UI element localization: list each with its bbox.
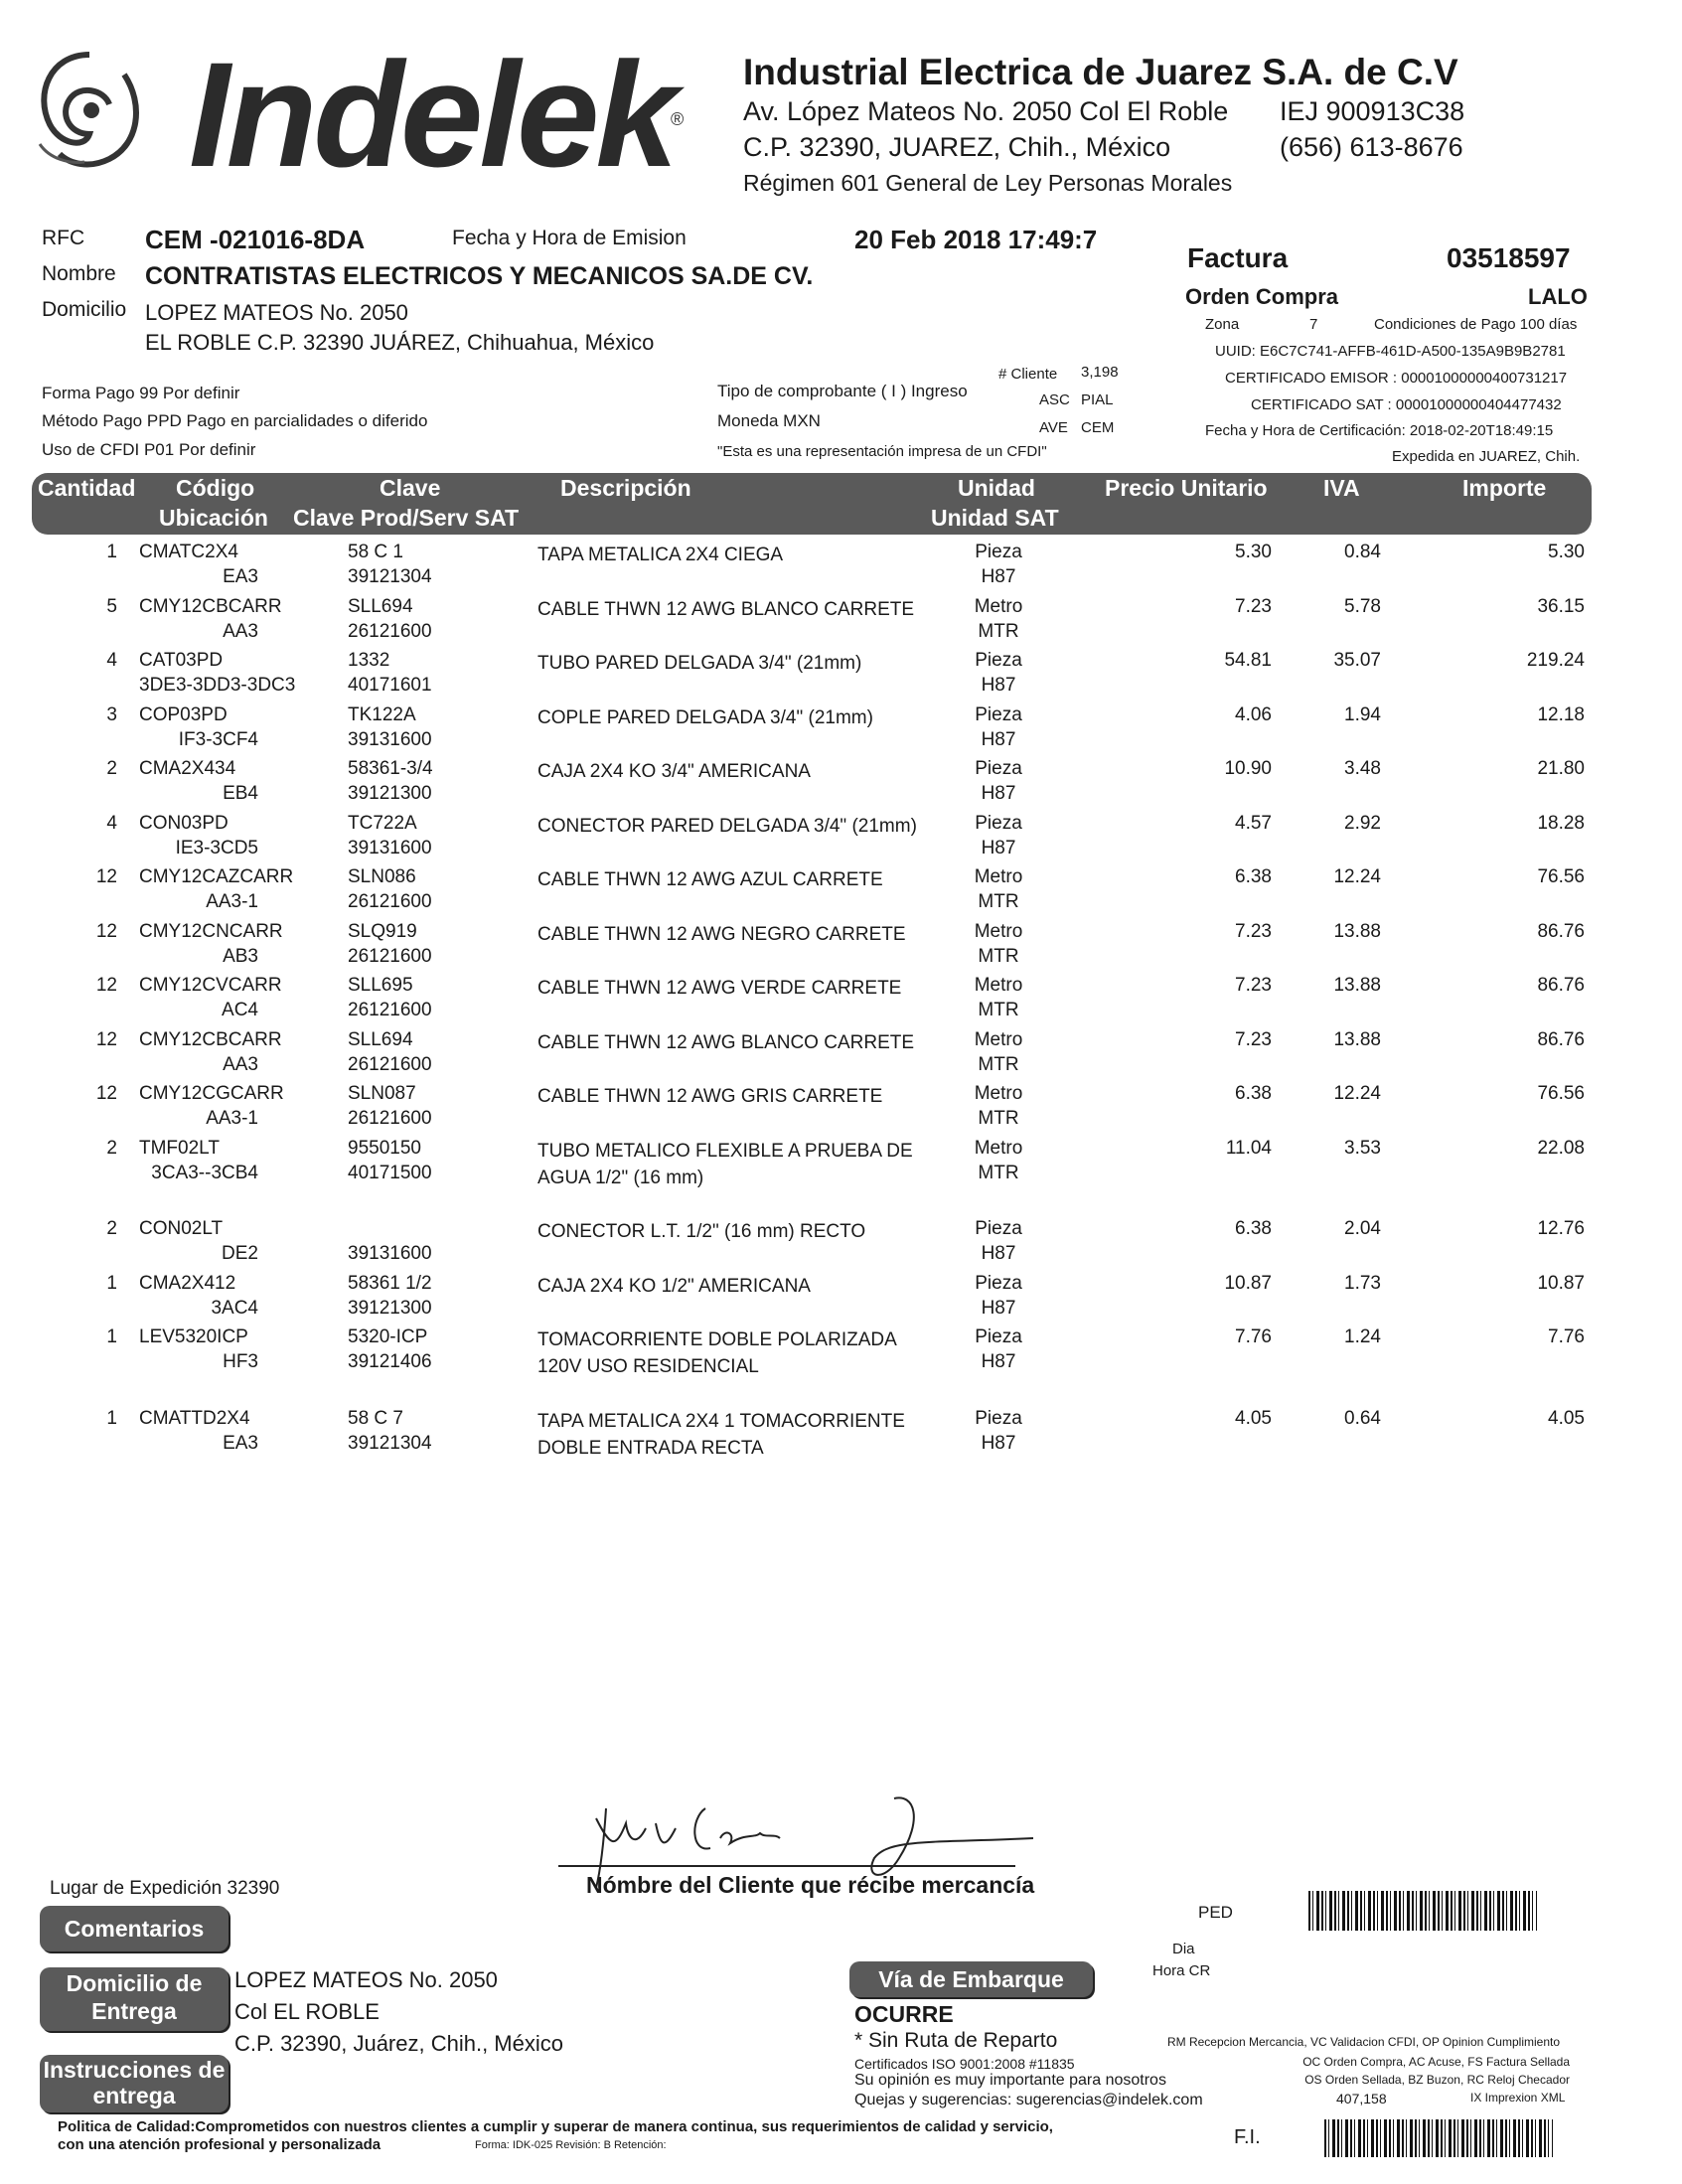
- item-importe: 4.05: [1548, 1408, 1585, 1429]
- item-unit-sat: H87: [981, 1351, 1016, 1372]
- item-unit-price: 10.87: [1224, 1273, 1272, 1294]
- item-quantity: 4: [106, 650, 117, 671]
- via-embarque-label: Vía de Embarque: [849, 1961, 1093, 1997]
- item-unit-sat: H87: [981, 1298, 1016, 1319]
- company-name: Industrial Electrica de Juarez S.A. de C.V: [743, 52, 1458, 92]
- item-description: CONECTOR L.T. 1/2" (16 mm) RECTO: [537, 1221, 866, 1242]
- item-unit-sat: MTR: [978, 891, 1019, 912]
- item-clave-sat: 39121300: [348, 783, 432, 804]
- table-row: [0, 866, 1682, 920]
- forma-pago: Forma Pago 99 Por definir: [42, 384, 240, 402]
- item-code: CMATTD2X4: [139, 1408, 250, 1429]
- table-row: [0, 975, 1682, 1028]
- company-address1: Av. López Mateos No. 2050 Col El Roble: [743, 96, 1229, 126]
- item-quantity: 2: [106, 758, 117, 779]
- item-importe: 7.76: [1548, 1326, 1585, 1347]
- customer-domicilio1: LOPEZ MATEOS No. 2050: [145, 300, 408, 325]
- item-iva: 0.64: [1344, 1408, 1381, 1429]
- item-unit-sat: H87: [981, 838, 1016, 858]
- item-importe: 22.08: [1537, 1138, 1585, 1159]
- item-unit-sat: MTR: [978, 1108, 1019, 1129]
- lugar-expedicion: Lugar de Expedición 32390: [50, 1878, 280, 1899]
- item-clave: TC722A: [348, 813, 417, 834]
- item-description: CONECTOR PARED DELGADA 3/4" (21mm): [537, 816, 917, 837]
- item-code: CMA2X434: [139, 758, 236, 779]
- item-location: 3DE3-3DD3-3DC3: [139, 675, 296, 696]
- item-unit-price: 6.38: [1235, 1218, 1272, 1239]
- item-unit-sat: H87: [981, 1433, 1016, 1454]
- item-location: EA3: [223, 1433, 258, 1454]
- condiciones-pago: Condiciones de Pago 100 días: [1374, 316, 1578, 333]
- item-unit-price: 4.06: [1235, 704, 1272, 725]
- item-code: CMA2X412: [139, 1273, 236, 1294]
- col-precio: Precio Unitario: [1105, 475, 1268, 501]
- item-quantity: 12: [95, 866, 117, 887]
- representacion-cfdi: "Esta es una representación impresa de un CFDI": [717, 443, 1047, 460]
- item-iva: 1.73: [1344, 1273, 1381, 1294]
- item-clave: TK122A: [348, 704, 416, 725]
- item-quantity: 2: [106, 1218, 117, 1239]
- item-unit-sat: H87: [981, 729, 1016, 750]
- item-unit: Pieza: [975, 1273, 1022, 1294]
- rfc-label: RFC: [42, 227, 85, 249]
- item-importe: 76.56: [1537, 866, 1585, 887]
- item-importe: 86.76: [1537, 975, 1585, 996]
- item-importe: 12.76: [1537, 1218, 1585, 1239]
- item-unit: Pieza: [975, 1326, 1022, 1347]
- item-unit-sat: H87: [981, 783, 1016, 804]
- item-description: TUBO METALICO FLEXIBLE A PRUEBA DE: [537, 1141, 913, 1162]
- col-clave-sat: Clave Prod/Serv SAT: [293, 505, 520, 531]
- item-code: TMF02LT: [139, 1138, 220, 1159]
- item-code: CMY12CGCARR: [139, 1083, 284, 1104]
- legend-line3: OS Orden Sellada, BZ Buzon, RC Reloj Checador: [1304, 2073, 1570, 2087]
- col-iva: IVA: [1323, 475, 1360, 501]
- col-clave: Clave: [380, 475, 441, 501]
- fecha-emision: 20 Feb 2018 17:49:7: [854, 225, 1098, 254]
- item-unit-sat: MTR: [978, 946, 1019, 967]
- item-code: CMY12CVCARR: [139, 975, 282, 996]
- item-description-2: 120V USO RESIDENCIAL: [537, 1356, 759, 1377]
- quejas-text: Quejas y sugerencias: sugerencias@indelek.com: [854, 2092, 1203, 2108]
- col-unidad-sat: Unidad SAT: [931, 505, 1059, 531]
- item-importe: 86.76: [1537, 1029, 1585, 1050]
- item-clave: 58361 1/2: [348, 1273, 432, 1294]
- item-clave-sat: 39121300: [348, 1298, 432, 1319]
- item-iva: 2.04: [1344, 1218, 1381, 1239]
- item-clave: 1332: [348, 650, 390, 671]
- item-clave-sat: 39121304: [348, 566, 432, 587]
- barcode-top: [1308, 1891, 1537, 1931]
- zona-value: 7: [1309, 316, 1318, 333]
- item-quantity: 2: [106, 1138, 117, 1159]
- metodo-pago: Método Pago PPD Pago en parcialidades o diferido: [42, 411, 428, 430]
- item-clave-sat: 26121600: [348, 1000, 432, 1020]
- table-row: [0, 542, 1682, 595]
- item-unit-sat: MTR: [978, 1000, 1019, 1020]
- item-unit: Pieza: [975, 650, 1022, 671]
- barcode-bottom: [1324, 2119, 1553, 2157]
- item-unit-price: 7.23: [1235, 975, 1272, 996]
- table-row: [0, 921, 1682, 975]
- table-row: [0, 758, 1682, 812]
- item-iva: 13.88: [1333, 1029, 1381, 1050]
- item-clave-sat: 40171601: [348, 675, 432, 696]
- table-row: [0, 650, 1682, 703]
- item-location: HF3: [223, 1351, 258, 1372]
- item-code: CMY12CBCARR: [139, 596, 282, 617]
- impresion-xml: IX Imprexion XML: [1470, 2091, 1566, 2105]
- entrega-line1: LOPEZ MATEOS No. 2050: [234, 1967, 498, 1992]
- item-unit-price: 10.90: [1224, 758, 1272, 779]
- item-clave: 58 C 7: [348, 1408, 403, 1429]
- factura-number: 03518597: [1447, 242, 1571, 273]
- instrucciones-label: Instrucciones de entrega: [40, 2055, 229, 2112]
- uso-cfdi: Uso de CFDI P01 Por definir: [42, 440, 256, 459]
- iso-certificado: Certificados ISO 9001:2008 #11835: [854, 2056, 1075, 2072]
- item-importe: 12.18: [1537, 704, 1585, 725]
- item-quantity: 1: [106, 542, 117, 562]
- item-clave-sat: 39131600: [348, 1243, 432, 1264]
- item-code: CON03PD: [139, 813, 229, 834]
- item-description: CABLE THWN 12 AWG AZUL CARRETE: [537, 869, 883, 890]
- item-clave: SLL695: [348, 975, 413, 996]
- item-unit-price: 11.04: [1225, 1138, 1272, 1159]
- item-unit-sat: MTR: [978, 1054, 1019, 1075]
- item-quantity: 12: [95, 1083, 117, 1104]
- item-iva: 1.24: [1344, 1326, 1381, 1347]
- item-description: CAJA 2X4 KO 1/2" AMERICANA: [537, 1276, 811, 1297]
- item-iva: 12.24: [1333, 1083, 1381, 1104]
- forma-revision: Forma: IDK-025 Revisión: B Retención:: [475, 2139, 667, 2151]
- item-unit-price: 7.76: [1235, 1326, 1272, 1347]
- item-importe: 86.76: [1537, 921, 1585, 942]
- item-clave-sat: 40171500: [348, 1163, 432, 1183]
- item-location: 3AC4: [211, 1298, 258, 1319]
- fi-label: F.I.: [1234, 2126, 1261, 2148]
- customer-rfc: CEM -021016-8DA: [145, 225, 366, 254]
- orden-value: LALO: [1528, 284, 1588, 309]
- ave-value: CEM: [1081, 419, 1115, 436]
- item-unit: Pieza: [975, 704, 1022, 725]
- dia-label: Dia: [1172, 1941, 1195, 1957]
- item-quantity: 3: [106, 704, 117, 725]
- item-iva: 2.92: [1344, 813, 1381, 834]
- item-description: CABLE THWN 12 AWG BLANCO CARRETE: [537, 599, 915, 620]
- table-row: [0, 1138, 1682, 1191]
- factura-label: Factura: [1187, 242, 1289, 273]
- item-code: CMY12CNCARR: [139, 921, 283, 942]
- item-code: CAT03PD: [139, 650, 224, 671]
- item-unit-price: 5.30: [1235, 542, 1272, 562]
- item-clave: SLQ919: [348, 921, 417, 942]
- item-unit-sat: H87: [981, 566, 1016, 587]
- item-description: CABLE THWN 12 AWG BLANCO CARRETE: [537, 1032, 915, 1053]
- table-row: [0, 813, 1682, 866]
- item-code: CMY12CBCARR: [139, 1029, 282, 1050]
- item-importe: 219.24: [1526, 650, 1585, 671]
- table-row: [0, 1218, 1682, 1272]
- item-location: AC4: [222, 1000, 258, 1020]
- company-regimen: Régimen 601 General de Ley Personas Morales: [743, 170, 1233, 196]
- item-location: AA3-1: [206, 891, 258, 912]
- item-description: TUBO PARED DELGADA 3/4" (21mm): [537, 653, 862, 674]
- politica-line1: Politica de Calidad:Comprometidos con nuestros clientes a cumplir y superar de manera continua, sus requerimientos de calidad y servicio,: [58, 2118, 1053, 2135]
- politica-line2: con una atención profesional y personalizada: [58, 2136, 382, 2153]
- item-unit-sat: MTR: [978, 1163, 1019, 1183]
- item-description: TAPA METALICA 2X4 CIEGA: [537, 545, 784, 565]
- item-unit: Metro: [974, 1029, 1023, 1050]
- item-unit: Metro: [974, 596, 1023, 617]
- registered-mark: ®: [671, 109, 685, 129]
- signature-caption: Nómbre del Cliente que récibe mercancía: [586, 1872, 1035, 1898]
- item-iva: 3.53: [1344, 1138, 1381, 1159]
- item-location: 3CA3--3CB4: [151, 1163, 258, 1183]
- item-code: CMY12CAZCARR: [139, 866, 294, 887]
- item-description: CABLE THWN 12 AWG GRIS CARRETE: [537, 1086, 883, 1107]
- item-description: CABLE THWN 12 AWG VERDE CARRETE: [537, 978, 902, 999]
- item-unit: Pieza: [975, 1218, 1022, 1239]
- item-iva: 35.07: [1333, 650, 1381, 671]
- item-clave: SLL694: [348, 596, 413, 617]
- item-quantity: 4: [106, 813, 117, 834]
- item-unit: Metro: [974, 921, 1023, 942]
- item-description: CAJA 2X4 KO 3/4" AMERICANA: [537, 761, 811, 782]
- item-quantity: 1: [106, 1273, 117, 1294]
- col-cantidad: Cantidad: [38, 475, 136, 501]
- cliente-label: # Cliente: [998, 366, 1058, 383]
- item-iva: 0.84: [1344, 542, 1381, 562]
- item-importe: 36.15: [1537, 596, 1585, 617]
- item-clave: SLL694: [348, 1029, 413, 1050]
- item-quantity: 5: [106, 596, 117, 617]
- item-importe: 21.80: [1537, 758, 1585, 779]
- item-unit: Pieza: [975, 758, 1022, 779]
- item-location: IE3-3CD5: [175, 838, 258, 858]
- table-row: [0, 596, 1682, 650]
- item-quantity: 12: [95, 1029, 117, 1050]
- fecha-certificacion: Fecha y Hora de Certificación: 2018-02-20T18:49:15: [1205, 422, 1554, 439]
- orden-label: Orden Compra: [1185, 284, 1339, 309]
- item-location: AA3-1: [206, 1108, 258, 1129]
- col-unidad: Unidad: [958, 475, 1035, 501]
- zona-label: Zona: [1205, 316, 1240, 333]
- item-unit-sat: H87: [981, 675, 1016, 696]
- item-clave: 58 C 1: [348, 542, 403, 562]
- company-phone: (656) 613-8676: [1280, 132, 1463, 162]
- asc-label: ASC: [1039, 391, 1070, 408]
- item-location: AB3: [223, 946, 258, 967]
- signature-line: [558, 1865, 1015, 1867]
- company-address2: C.P. 32390, JUAREZ, Chih., México: [743, 132, 1171, 162]
- item-clave: 9550150: [348, 1138, 421, 1159]
- document-number: 407,158: [1336, 2091, 1387, 2106]
- item-unit-price: 4.57: [1235, 813, 1272, 834]
- uuid: UUID: E6C7C741-AFFB-461D-A500-135A9B9B2781: [1215, 343, 1566, 360]
- item-unit: Pieza: [975, 813, 1022, 834]
- item-description: CABLE THWN 12 AWG NEGRO CARRETE: [537, 924, 906, 945]
- item-unit: Pieza: [975, 1408, 1022, 1429]
- item-iva: 13.88: [1333, 975, 1381, 996]
- indelek-logo: Indelek: [189, 31, 675, 198]
- cert-emisor: CERTIFICADO EMISOR : 00001000000400731217: [1225, 370, 1568, 387]
- ruta-reparto: * Sin Ruta de Reparto: [854, 2029, 1058, 2052]
- item-unit: Metro: [974, 975, 1023, 996]
- item-unit: Metro: [974, 1083, 1023, 1104]
- item-code: LEV5320ICP: [139, 1326, 248, 1347]
- item-clave-sat: 39121304: [348, 1433, 432, 1454]
- company-info: [743, 52, 1657, 201]
- item-location: AA3: [223, 1054, 258, 1075]
- item-unit: Metro: [974, 866, 1023, 887]
- item-quantity: 1: [106, 1326, 117, 1347]
- legend-line2: OC Orden Compra, AC Acuse, FS Factura Sellada: [1302, 2055, 1570, 2069]
- col-importe: Importe: [1462, 475, 1547, 501]
- item-unit-sat: H87: [981, 1243, 1016, 1264]
- cliente-number: 3,198: [1081, 364, 1119, 381]
- item-location: IF3-3CF4: [178, 729, 258, 750]
- domicilio-label: Domicilio: [42, 298, 127, 321]
- item-description-2: DOBLE ENTRADA RECTA: [537, 1438, 764, 1459]
- nombre-label: Nombre: [42, 262, 116, 285]
- item-clave-sat: 26121600: [348, 621, 432, 642]
- item-clave: SLN087: [348, 1083, 416, 1104]
- item-description-2: AGUA 1/2" (16 mm): [537, 1168, 704, 1188]
- tipo-comprobante: Tipo de comprobante ( I ) Ingreso: [717, 382, 968, 400]
- item-unit-price: 7.23: [1235, 1029, 1272, 1050]
- ped-label: PED: [1198, 1903, 1233, 1922]
- item-location: AA3: [223, 621, 258, 642]
- domicilio-entrega-label: Domicilio de Entrega: [40, 1967, 229, 2031]
- col-codigo: Código: [176, 475, 255, 501]
- fecha-label: Fecha y Hora de Emision: [452, 227, 687, 249]
- item-description: TOMACORRIENTE DOBLE POLARIZADA: [537, 1329, 897, 1350]
- indelek-swirl-logo-icon: [30, 45, 149, 174]
- item-quantity: 12: [95, 975, 117, 996]
- cert-sat: CERTIFICADO SAT : 00001000000404477432: [1251, 396, 1562, 413]
- item-clave-sat: 26121600: [348, 1108, 432, 1129]
- item-unit-sat: MTR: [978, 621, 1019, 642]
- item-iva: 13.88: [1333, 921, 1381, 942]
- table-row: [0, 1408, 1682, 1462]
- item-importe: 10.87: [1537, 1273, 1585, 1294]
- item-clave: 5320-ICP: [348, 1326, 428, 1347]
- entrega-line2: Col EL ROBLE: [234, 1999, 380, 2024]
- item-iva: 5.78: [1344, 596, 1381, 617]
- via-embarque: OCURRE: [854, 2001, 954, 2027]
- moneda: Moneda MXN: [717, 411, 821, 430]
- item-iva: 1.94: [1344, 704, 1381, 725]
- item-clave: SLN086: [348, 866, 416, 887]
- items-table-header: [32, 473, 1592, 535]
- item-description: TAPA METALICA 2X4 1 TOMACORRIENTE: [537, 1411, 905, 1432]
- item-unit-price: 6.38: [1235, 866, 1272, 887]
- item-location: DE2: [222, 1243, 258, 1264]
- item-iva: 3.48: [1344, 758, 1381, 779]
- item-quantity: 1: [106, 1408, 117, 1429]
- table-row: [0, 704, 1682, 758]
- customer-domicilio2: EL ROBLE C.P. 32390 JUÁREZ, Chihuahua, México: [145, 330, 655, 355]
- opinion-text: Su opinión es muy importante para nosotros: [854, 2072, 1166, 2089]
- ave-label: AVE: [1039, 419, 1068, 436]
- table-row: [0, 1029, 1682, 1083]
- item-importe: 5.30: [1548, 542, 1585, 562]
- item-iva: 12.24: [1333, 866, 1381, 887]
- item-quantity: 12: [95, 921, 117, 942]
- item-unit-price: 54.81: [1224, 650, 1272, 671]
- table-row: [0, 1083, 1682, 1137]
- item-unit: Metro: [974, 1138, 1023, 1159]
- item-code: CON02LT: [139, 1218, 224, 1239]
- company-rfc: IEJ 900913C38: [1280, 96, 1465, 126]
- item-unit-price: 6.38: [1235, 1083, 1272, 1104]
- col-ubicacion: Ubicación: [159, 505, 268, 531]
- item-clave: 58361-3/4: [348, 758, 433, 779]
- item-importe: 18.28: [1537, 813, 1585, 834]
- item-unit-price: 7.23: [1235, 921, 1272, 942]
- item-clave-sat: 39131600: [348, 729, 432, 750]
- table-row: [0, 1326, 1682, 1380]
- item-location: EB4: [223, 783, 258, 804]
- hora-label: Hora CR: [1152, 1962, 1211, 1979]
- item-clave-sat: 26121600: [348, 891, 432, 912]
- item-location: EA3: [223, 566, 258, 587]
- item-unit: Pieza: [975, 542, 1022, 562]
- item-clave-sat: 26121600: [348, 946, 432, 967]
- item-clave-sat: 39121406: [348, 1351, 432, 1372]
- item-code: COP03PD: [139, 704, 228, 725]
- entrega-line3: C.P. 32390, Juárez, Chih., México: [234, 2031, 563, 2056]
- table-row: [0, 1273, 1682, 1326]
- comentarios-label: Comentarios: [40, 1906, 229, 1951]
- customer-nombre: CONTRATISTAS ELECTRICOS Y MECANICOS SA.DE CV.: [145, 262, 814, 290]
- item-unit-price: 7.23: [1235, 596, 1272, 617]
- item-importe: 76.56: [1537, 1083, 1585, 1104]
- legend-line1: RM Recepcion Mercancia, VC Validacion CFDI, OP Opinion Cumplimiento: [1166, 2035, 1560, 2049]
- item-clave-sat: 26121600: [348, 1054, 432, 1075]
- item-clave-sat: 39131600: [348, 838, 432, 858]
- item-code: CMATC2X4: [139, 542, 238, 562]
- col-descripcion: Descripción: [560, 475, 691, 501]
- item-unit-price: 4.05: [1235, 1408, 1272, 1429]
- asc-value: PIAL: [1081, 391, 1114, 408]
- item-description: COPLE PARED DELGADA 3/4" (21mm): [537, 707, 873, 728]
- expedida-en: Expedida en JUAREZ, Chih.: [1392, 448, 1581, 465]
